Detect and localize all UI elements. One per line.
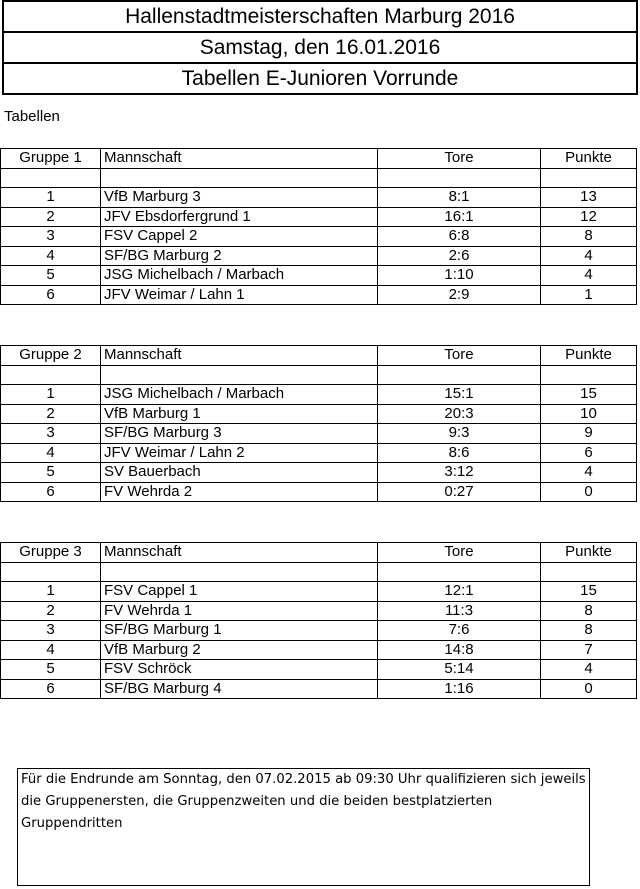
table-row	[1, 385, 637, 405]
rank-cell: 2	[1, 601, 101, 621]
column-header-goals: Tore	[378, 543, 541, 563]
rank-cell: 2	[1, 207, 101, 227]
rank-cell: 6	[1, 285, 101, 305]
column-header-goals: Tore	[378, 149, 541, 169]
points-cell: 0	[541, 482, 637, 502]
rank-cell: 1	[1, 385, 101, 405]
points-cell: 8	[541, 621, 637, 641]
table-row	[1, 188, 637, 208]
column-header-team: Mannschaft	[101, 543, 378, 563]
document-subtitle: Tabellen E-Junioren Vorrunde	[4, 62, 636, 93]
points-cell: 15	[541, 582, 637, 602]
column-header-points: Punkte	[541, 346, 637, 366]
goals-cell: 2:6	[378, 246, 541, 266]
goals-cell: 5:14	[378, 660, 541, 680]
team-cell: JFV Weimar / Lahn 2	[101, 443, 378, 463]
goals-cell: 16:1	[378, 207, 541, 227]
document-date: Samstag, den 16.01.2016	[4, 31, 636, 62]
goals-cell: 6:8	[378, 227, 541, 247]
goals-cell: 7:6	[378, 621, 541, 641]
points-cell: 12	[541, 207, 637, 227]
points-cell: 6	[541, 443, 637, 463]
team-cell: FSV Cappel 1	[101, 582, 378, 602]
table-header-row	[1, 543, 637, 563]
table-row	[1, 424, 637, 444]
goals-cell: 15:1	[378, 385, 541, 405]
rank-cell: 1	[1, 188, 101, 208]
points-cell: 1	[541, 285, 637, 305]
table-row	[1, 621, 637, 641]
points-cell: 4	[541, 660, 637, 680]
table-row	[1, 227, 637, 247]
table-row	[1, 266, 637, 286]
goals-cell: 8:6	[378, 443, 541, 463]
section-label: Tabellen	[4, 108, 60, 125]
table-spacer-row	[1, 365, 637, 385]
rank-cell: 3	[1, 621, 101, 641]
group-3-table	[0, 542, 637, 699]
rank-cell: 6	[1, 679, 101, 699]
rank-cell: 4	[1, 443, 101, 463]
table-row	[1, 443, 637, 463]
table-header-row	[1, 346, 637, 366]
table-row	[1, 679, 637, 699]
team-cell: JSG Michelbach / Marbach	[101, 385, 378, 405]
table-row	[1, 660, 637, 680]
table-row	[1, 640, 637, 660]
team-cell: FSV Cappel 2	[101, 227, 378, 247]
rank-cell: 5	[1, 463, 101, 483]
rank-cell: 2	[1, 404, 101, 424]
points-cell: 7	[541, 640, 637, 660]
table-row	[1, 207, 637, 227]
table-row	[1, 463, 637, 483]
goals-cell: 12:1	[378, 582, 541, 602]
group-1-table	[0, 148, 637, 305]
team-cell: JSG Michelbach / Marbach	[101, 266, 378, 286]
column-header-team: Mannschaft	[101, 149, 378, 169]
rank-cell: 4	[1, 246, 101, 266]
goals-cell: 8:1	[378, 188, 541, 208]
team-cell: SF/BG Marburg 4	[101, 679, 378, 699]
goals-cell: 11:3	[378, 601, 541, 621]
goals-cell: 2:9	[378, 285, 541, 305]
team-cell: VfB Marburg 1	[101, 404, 378, 424]
group-name: Gruppe 3	[1, 543, 101, 563]
column-header-goals: Tore	[378, 346, 541, 366]
points-cell: 15	[541, 385, 637, 405]
points-cell: 4	[541, 463, 637, 483]
table-row	[1, 601, 637, 621]
table-spacer-row	[1, 168, 637, 188]
team-cell: FV Wehrda 2	[101, 482, 378, 502]
team-cell: JFV Ebsdorfergrund 1	[101, 207, 378, 227]
table-row	[1, 285, 637, 305]
goals-cell: 14:8	[378, 640, 541, 660]
group-name: Gruppe 1	[1, 149, 101, 169]
team-cell: JFV Weimar / Lahn 1	[101, 285, 378, 305]
note-line: Gruppendritten	[21, 816, 123, 831]
points-cell: 8	[541, 227, 637, 247]
rank-cell: 4	[1, 640, 101, 660]
note-line: Für die Endrunde am Sonntag, den 07.02.2015 ab 09:30 Uhr qualifizieren sich jeweils	[21, 772, 586, 787]
points-cell: 10	[541, 404, 637, 424]
table-row	[1, 582, 637, 602]
team-cell: SF/BG Marburg 2	[101, 246, 378, 266]
rank-cell: 6	[1, 482, 101, 502]
rank-cell: 3	[1, 227, 101, 247]
column-header-points: Punkte	[541, 543, 637, 563]
rank-cell: 5	[1, 266, 101, 286]
team-cell: VfB Marburg 3	[101, 188, 378, 208]
team-cell: VfB Marburg 2	[101, 640, 378, 660]
note-line: die Gruppenersten, die Gruppenzweiten und die beiden bestplatzierten	[21, 794, 493, 809]
column-header-team: Mannschaft	[101, 346, 378, 366]
team-cell: SV Bauerbach	[101, 463, 378, 483]
goals-cell: 1:16	[378, 679, 541, 699]
points-cell: 0	[541, 679, 637, 699]
group-2-table	[0, 345, 637, 502]
qualification-note	[17, 768, 590, 886]
goals-cell: 20:3	[378, 404, 541, 424]
points-cell: 13	[541, 188, 637, 208]
table-row	[1, 482, 637, 502]
goals-cell: 3:12	[378, 463, 541, 483]
points-cell: 4	[541, 266, 637, 286]
goals-cell: 0:27	[378, 482, 541, 502]
table-row	[1, 404, 637, 424]
column-header-points: Punkte	[541, 149, 637, 169]
group-name: Gruppe 2	[1, 346, 101, 366]
goals-cell: 1:10	[378, 266, 541, 286]
points-cell: 8	[541, 601, 637, 621]
team-cell: FSV Schröck	[101, 660, 378, 680]
rank-cell: 5	[1, 660, 101, 680]
document-header	[2, 0, 638, 95]
document-title: Hallenstadtmeisterschaften Marburg 2016	[125, 5, 515, 28]
goals-cell: 9:3	[378, 424, 541, 444]
rank-cell: 1	[1, 582, 101, 602]
team-cell: SF/BG Marburg 1	[101, 621, 378, 641]
rank-cell: 3	[1, 424, 101, 444]
table-header-row	[1, 149, 637, 169]
table-row	[1, 246, 637, 266]
team-cell: SF/BG Marburg 3	[101, 424, 378, 444]
points-cell: 9	[541, 424, 637, 444]
points-cell: 4	[541, 246, 637, 266]
table-spacer-row	[1, 562, 637, 582]
team-cell: FV Wehrda 1	[101, 601, 378, 621]
